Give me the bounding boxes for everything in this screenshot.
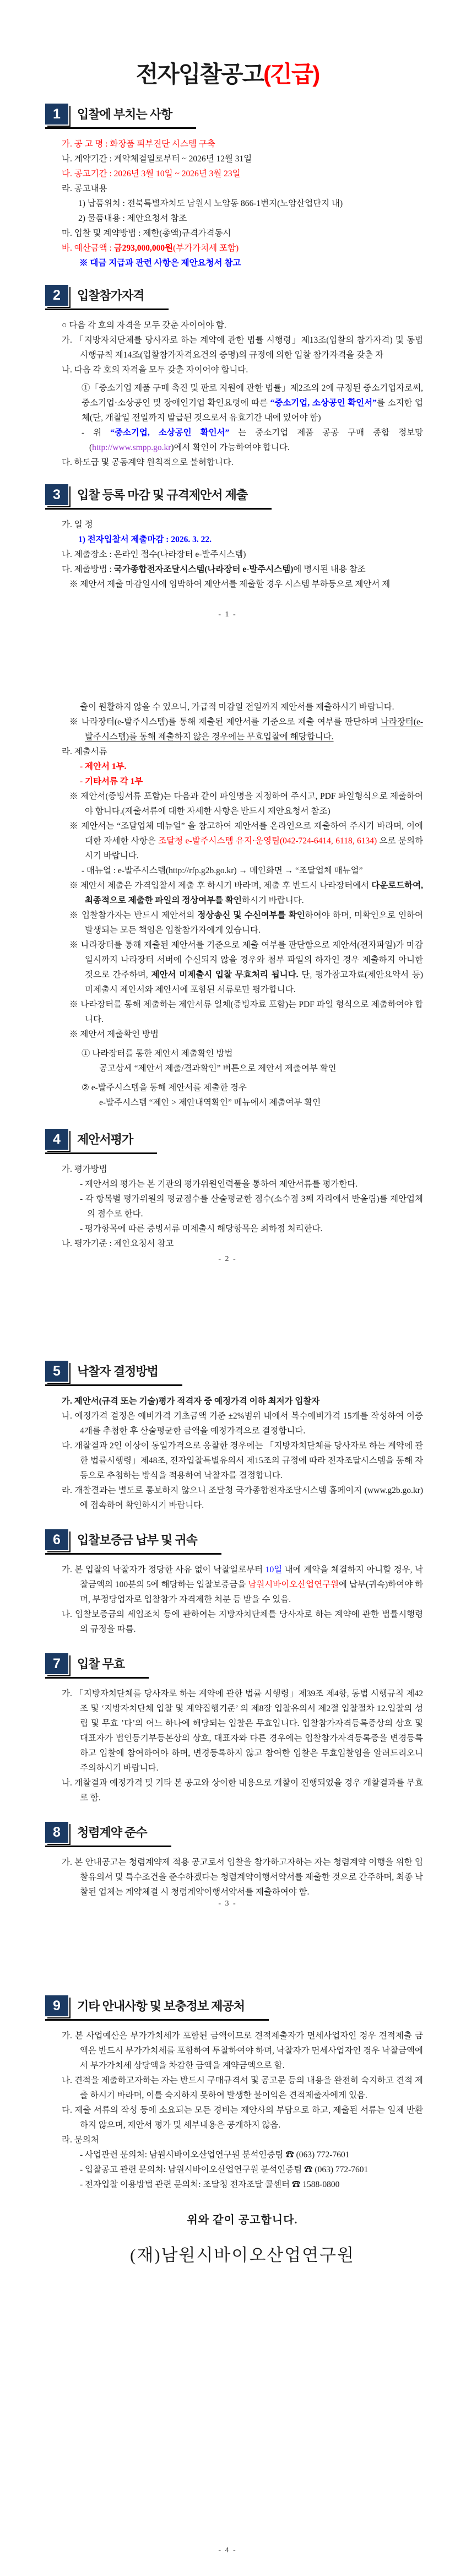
paragraph xyxy=(62,938,423,997)
paragraph xyxy=(62,1438,423,1483)
text-run: 하여야 하며, 미확인으로 인하여 발생되는 모든 책임은 입찰참가자에게 있습니다. xyxy=(85,911,423,935)
text-run: ※ 제안서 제출은 가격입찰서 제출 후 하시기 바라며, 제출 후 반드시 나라장터에서 xyxy=(69,881,372,890)
text-run: 나. 평가기준 : 제안요청서 참고 xyxy=(62,1239,174,1248)
text-run: 나. 예정가격 결정은 예비가격 기초금액 기준 ±2%범위 내에서 복수예비가격 15개를 작성하여 이중 4개를 추첨한 후 산술평균한 금액을 예정가격으로 결정합니다. xyxy=(62,1411,423,1436)
paragraph xyxy=(62,789,423,819)
text-run: 남원시바이오산업연구원 xyxy=(248,1580,339,1589)
paragraph xyxy=(62,1562,423,1607)
paragraph xyxy=(62,2103,423,2133)
section-header-2 xyxy=(45,285,423,310)
text-run: 으로 문의하시기 바랍니다. xyxy=(85,836,423,861)
paragraph xyxy=(62,1080,423,1095)
text-run: 에 납부(귀속)하여야 하며, 부정당업자로 입찰참가 자격제한 처분 등 받을 수 있음. xyxy=(80,1580,423,1604)
text-run: ※ 제안서 제출 마감일시에 임박하여 제안서를 제출할 경우 시스템 부하등으로 제안서 제 xyxy=(69,580,391,589)
text-run: 나. 다음 각 호의 자격을 모두 갖춘 자이어야 합니다. xyxy=(62,365,248,375)
paragraph xyxy=(62,2162,423,2177)
text-run: ○ 다음 각 호의 자격을 모두 갖춘 자이어야 함. xyxy=(62,321,226,330)
section-number-badge: 3 xyxy=(45,484,68,505)
text-run: 10일 xyxy=(265,1565,283,1574)
text-run: 다. 개찰결과 2인 이상이 동일가격으로 응찰한 경우에는 「지방자치단체를 당사자로 하는 계약에 관한 법률시행령」제48조, 전자입찰특별유의서 제15조의 규정에 따라 전자조달시스템을 통해 자동으로 추첨하는 방식을 적용하여 낙찰자를 결정합니다. xyxy=(62,1441,423,1480)
text-run: http://www.smpp.go.kr xyxy=(92,443,171,452)
section-header-9 xyxy=(45,1995,423,2021)
text-run: 출이 원활하지 않을 수 있으니, 가급적 마감일 전일까지 제안서를 제출하시기 바랍니다. xyxy=(80,702,394,712)
text-run: 가. 「지방자치단체를 당사자로 하는 계약에 관한 법률 시행령」제39조 제4항, 동법 시행규칙 제42조 및 ‘지방자치단체 입찰 및 계약집행기준’ 의 제8장 입찰유의서 제2절 입찰절차 12.입찰의 성립 및 무효 ’다’의 어느 하나에 해당되는 입찰은 무효입니다. 입찰참가자격등록증상의 상호 및 대표자가 법인등기부등본상의 상호, 대표자와 다른 경우에는 입찰참가자격등록증을 변경등록하고 입찰에 참여하여야 하며, 변경등록하지 않고 참여한 입찰은 무효입찰임을 알려드리오니 주의하시기 바랍니다. xyxy=(62,1689,423,1773)
paragraph xyxy=(62,1095,423,1110)
paragraph xyxy=(62,226,423,241)
text-run: ※ 나라장터를 통해 제출하는 제안서류 일체(증빙자료 포함)는 PDF 파일 형식으로 제출하여야 합니다. xyxy=(69,1000,423,1024)
section-header-rule xyxy=(45,1529,221,1555)
section-header-rule xyxy=(45,1129,157,1154)
paragraph xyxy=(62,1776,423,1805)
section-number-badge: 4 xyxy=(45,1129,68,1150)
text-run: - 입찰공고 관련 문의처: 남원시바이오산업연구원 분석인증팀 ☎ (063) 772-7601 xyxy=(80,2165,369,2174)
section-header-4 xyxy=(45,1129,423,1154)
page-2 xyxy=(0,645,455,1289)
paragraph xyxy=(62,196,423,211)
paragraph xyxy=(62,318,423,333)
page-3-content xyxy=(53,1361,423,1899)
text-run: 나. 입찰보증금의 세입조치 등에 관하여는 지방자치단체를 당사자로 하는 계약에 관한 법률시행령의 규정을 따름. xyxy=(62,1610,423,1634)
page-3 xyxy=(0,1289,455,1934)
text-run: 가. 평가방법 xyxy=(62,1165,107,1174)
paragraph xyxy=(62,1686,423,1776)
text-run: 1) 납품위치 : 전북특별자치도 남원시 노암동 866-1번지(노암산업단지 내) xyxy=(78,199,343,208)
section-header-rule xyxy=(45,484,272,510)
paragraph xyxy=(62,1394,423,1409)
section-number-badge: 7 xyxy=(45,1653,68,1674)
paragraph xyxy=(62,151,423,166)
text-run: 다. 공고기간 : 2026년 3월 10일 ~ 2026년 3월 23일 xyxy=(62,169,241,178)
page-number: - 3 - xyxy=(218,1899,237,1908)
text-run: - 제안서의 평가는 본 기관의 평가위원인력풀을 통하여 제안서류를 평가한다. xyxy=(80,1179,358,1189)
paragraph xyxy=(62,1236,423,1251)
text-run: 나. 개찰결과 예정가격 및 기타 본 공고와 상이한 내용으로 개찰이 진행되었을 경우 개찰결과를 무효로 함. xyxy=(62,1778,423,1803)
section-number-badge: 1 xyxy=(45,104,68,125)
page-number: - 2 - xyxy=(218,1255,237,1263)
section-header-5 xyxy=(45,1361,423,1386)
text-run: “중소기업, 소상공인 확인서” xyxy=(270,398,377,408)
section-title: 입찰에 부치는 사항 xyxy=(77,107,172,121)
text-run: 금293,000,000원 xyxy=(113,243,174,253)
paragraph xyxy=(62,532,423,547)
paragraph xyxy=(62,2073,423,2103)
text-run: 정상송신 및 수신여부를 확인 xyxy=(197,911,305,920)
text-run: - 평가항목에 따른 증빙서류 미제출시 해당항목은 최하점 처리한다. xyxy=(80,1224,323,1233)
text-run: 는 중소기업 제품 공공 구매 종합 정보망 ( xyxy=(89,428,423,452)
page-2-content xyxy=(53,700,423,1251)
section-number-badge: 9 xyxy=(45,1995,68,2016)
section-title: 낙찰자 결정방법 xyxy=(77,1365,158,1378)
paragraph xyxy=(62,333,423,362)
section-header-8 xyxy=(45,1822,423,1847)
section-header-rule xyxy=(45,285,169,310)
text-run: - 제안서 1부. xyxy=(80,762,127,771)
section-header-rule xyxy=(45,104,196,129)
text-run: - 전자입찰 이용방법 관련 문의처: 조달청 전자조달 콜센터 ☎ 1588-0800 xyxy=(80,2180,340,2189)
section-title: 입찰참가자격 xyxy=(77,289,144,302)
text-run: 나. 계약기간 : 계약체결일로부터 ~ 2026년 12월 31일 xyxy=(62,154,252,164)
section-header-6 xyxy=(45,1529,423,1555)
page-1-content xyxy=(53,104,423,592)
paragraph xyxy=(62,1177,423,1192)
text-run: 가. 본 안내공고는 청렴계약제 적용 공고로서 입찰을 참가하고자하는 자는 청렴계약 이행을 위한 입찰유의서 및 특수조건을 준수하겠다는 청렴계약이행서약서를 제출한 것으로 간주하며, 최종 낙찰된 업체는 계약체결 시 청렴계약이행서약서를 제출하여야 함. xyxy=(62,1858,423,1897)
text-run: 다운로드하여, 최종적으로 제출한 파일의 정상여부를 확인 xyxy=(85,881,423,905)
text-run: ※ 제안서(증빙서류 포함)는 다음과 같이 파일명을 지정하여 주시고, PDF 파일형식으로 제출하여야 합니다.(제출서류에 대한 자세한 사항은 반드시 제안요청서 참조) xyxy=(69,792,423,816)
text-run: 제안서 미제출시 입찰 무효처리 됩니다. xyxy=(151,970,299,979)
paragraph xyxy=(62,1221,423,1236)
text-run: 가. 본 사업예산은 부가가치세가 포함된 금액이므로 견적제출자가 면세사업자인 경우 견적제출 금액은 반드시 부가가치세를 포함하여 투찰하여야 하며, 낙찰자가 면세사업자인 경우 낙찰금액에서 부가가치세 상당액을 차감한 금액을 계약금액으로 함. xyxy=(62,2031,423,2070)
section-title: 입찰 등록 마감 및 규격제안서 제출 xyxy=(77,488,248,502)
section-number-badge: 2 xyxy=(45,285,68,306)
section-header-3 xyxy=(45,484,423,510)
text-run: - 기타서류 각 1부 xyxy=(80,777,143,786)
text-run: ※ 나라장터(e-발주시스템)를 통해 제출된 제안서를 기준으로 제출 여부를 판단하며 xyxy=(69,717,381,727)
text-run: 하시기 바랍니다. xyxy=(242,896,304,905)
text-run: 내에 계약을 체결하지 아니할 경우, 낙찰금액의 100분의 5에 해당하는 입찰보증금을 xyxy=(80,1565,423,1589)
paragraph xyxy=(62,381,423,425)
section-header-rule xyxy=(45,1995,269,2021)
text-run: 다. 제출 서류의 작성 등에 소요되는 모든 경비는 제안사의 부담으로 하고, 제출된 서류는 일체 반환하지 않으며, 제안서 평가 및 세부내용은 공개하지 않음. xyxy=(62,2106,423,2130)
text-run: 라. 개찰결과는 별도로 통보하지 않으니 조달청 국가종합전자조달시스템 홈페이지 (www.g2b.go.kr)에 접속하여 확인하시기 바랍니다. xyxy=(62,1486,423,1510)
paragraph xyxy=(62,256,423,270)
text-run: 나라장터(e-발주시스템)를 통해 제출하지 않은 경우에는 무효입찰에 해당합니다. xyxy=(85,717,423,742)
text-run: 조달청 e-발주시스템 유지·운영팀(042-724-6414, 6118, 6134) xyxy=(158,836,377,846)
section-title: 제안서평가 xyxy=(77,1133,133,1146)
paragraph xyxy=(62,562,423,577)
paragraph xyxy=(62,1855,423,1899)
text-run: 2) 물품내용 : 제안요청서 참조 xyxy=(78,214,187,223)
section-number-badge: 8 xyxy=(45,1822,68,1843)
document-title xyxy=(0,62,455,87)
paragraph xyxy=(62,577,423,592)
paragraph xyxy=(62,908,423,938)
document-title-urgent: (긴급) xyxy=(263,61,319,87)
page-1 xyxy=(0,0,455,645)
text-run: 라. 제출서류 xyxy=(62,747,107,756)
paragraph xyxy=(62,211,423,226)
org-name: (재)남원시바이오산업연구원 xyxy=(130,2245,355,2265)
section-title: 청렴계약 준수 xyxy=(77,1826,147,1839)
text-run: ※ 입찰참가자는 반드시 제안서의 xyxy=(69,911,198,920)
paragraph xyxy=(62,774,423,789)
paragraph xyxy=(62,166,423,181)
page-4-content xyxy=(53,1995,423,2266)
paragraph xyxy=(62,2133,423,2147)
paragraph xyxy=(62,715,423,744)
text-run: 가. 공 고 명 : 화장품 피부진단 시스템 구축 xyxy=(62,139,215,149)
paragraph xyxy=(62,137,423,151)
text-run: - 사업관련 문의처: 남원시바이오산업연구원 분석인증팀 ☎ (063) 772-7601 xyxy=(80,2150,350,2160)
text-run: 국가종합전자조달시스템(나라장터 e-발주시스템) xyxy=(113,565,294,574)
paragraph xyxy=(62,2028,423,2073)
text-run: 공고상세 “제안서 제출/결과확인” 버튼으로 제안서 제출여부 확인 xyxy=(99,1064,337,1073)
document-title-main: 전자입찰공고 xyxy=(136,61,264,87)
paragraph xyxy=(62,2147,423,2162)
text-run: 에 명시된 내용 참조 xyxy=(293,565,366,574)
text-run: “중소기업, 소상공인 확인서” xyxy=(110,428,230,437)
text-run: 가. 일 정 xyxy=(62,520,93,529)
section-header-rule xyxy=(45,1653,149,1679)
paragraph xyxy=(62,241,423,256)
paragraph xyxy=(62,1061,423,1076)
text-run: (부가가치세 포함) xyxy=(173,243,239,253)
section-header-1 xyxy=(45,104,423,129)
text-run: 가. 제안서(규격 또는 기술)평가 적격자 중 예정가격 이하 최저가 입찰자 xyxy=(62,1397,320,1406)
text-run: ※ 나라장터를 통해 제출된 제안서를 기준으로 제출 여부를 판단함으로 제안서(전자파일)가 마감일시까지 나라장터 서버에 수신되지 않을 경우와 첨부 파일의 하자인 경우 제출하지 아니한 것으로 간주하며, xyxy=(69,940,423,979)
text-run: ※ 대금 지급과 관련 사항은 제안요청서 참고 xyxy=(79,258,241,268)
paragraph xyxy=(62,181,423,196)
page-number: - 1 - xyxy=(218,610,237,619)
paragraph xyxy=(62,878,423,908)
section-number-badge: 6 xyxy=(45,1529,68,1550)
text-run: - 각 항목별 평가위원의 평균점수를 산술평균한 점수(소수점 3째 자리에서 반올림)를 제안업체의 점수로 한다. xyxy=(80,1194,423,1219)
paragraph xyxy=(62,2177,423,2192)
text-run: )에서 확인이 가능하여야 합니다. xyxy=(171,443,290,452)
paragraph xyxy=(62,1027,423,1042)
paragraph xyxy=(62,863,423,878)
text-run: 라. 문의처 xyxy=(62,2135,99,2145)
text-run: 가. 「지방자치단체를 당사자로 하는 계약에 관한 법률 시행령」제13조(입찰의 참가자격) 및 동법 시행규칙 제14조(입찰참가자격요건의 증명)의 규정에 의한 입찰 참가자격을 갖춘 자 xyxy=(62,335,423,360)
paragraph xyxy=(62,997,423,1027)
text-run: 다. 하도급 및 공동계약 원칙적으로 불허합니다. xyxy=(62,458,234,467)
text-run: 나. 제출장소 : 온라인 접수(나라장터 e-발주시스템) xyxy=(62,550,246,559)
paragraph xyxy=(62,1607,423,1637)
paragraph xyxy=(62,744,423,759)
paragraph xyxy=(62,759,423,774)
text-run: 를 소지한 업체(단, 개찰일 전일까지 발급된 것으로서 유효기간 내에 있어야 함) xyxy=(82,398,423,423)
text-run: 마. 입찰 및 계약방법 : 제한(총액)규격가격동시 xyxy=(62,229,231,238)
text-run: ※ 제안서는 “조달업체 매뉴얼” 을 참고하여 제안서를 온라인으로 제출하여 주시기 바라며, 이에 대한 자세한 사항은 xyxy=(69,821,423,846)
paragraph xyxy=(62,1192,423,1221)
page-4 xyxy=(0,1934,455,2576)
text-run: 1) 전자입찰서 제출마감 : 2026. 3. 22. xyxy=(78,535,212,544)
text-run: 가. 본 입찰의 낙찰자가 정당한 사유 없이 낙찰일로부터 xyxy=(62,1565,266,1574)
paragraph xyxy=(62,1162,423,1177)
paragraph xyxy=(62,455,423,470)
text-run: 바. 예산금액 : xyxy=(62,243,114,253)
section-header-rule xyxy=(45,1361,182,1386)
text-run: ① 나라장터를 통한 제안서 제출확인 방법 xyxy=(82,1049,233,1058)
section-title: 입찰보증금 납부 및 귀속 xyxy=(77,1533,197,1547)
section-title: 기타 안내사항 및 보충정보 제공처 xyxy=(77,1999,245,2013)
text-run: e-발주시스템 “제안 > 제안내역확인” 메뉴에서 제출여부 확인 xyxy=(99,1098,321,1107)
paragraph xyxy=(62,362,423,377)
paragraph xyxy=(62,819,423,863)
section-header-7 xyxy=(45,1653,423,1679)
text-run: 다. 제출방법 : xyxy=(62,565,114,574)
text-run: ※ 제안서 제출확인 방법 xyxy=(69,1030,159,1039)
paragraph xyxy=(62,1046,423,1061)
paragraph xyxy=(62,700,423,715)
paragraph xyxy=(62,547,423,562)
text-run: - 위 xyxy=(82,428,111,437)
paragraph xyxy=(62,1483,423,1513)
text-run: 라. 공고내용 xyxy=(62,184,107,193)
text-run: 단, 평가참고자료(제안요약서 등) 미제출시 제안서와 제안서에 포함된 서류로만 평가합니다. xyxy=(85,970,423,994)
closing-statement: 위와 같이 공고합니다. xyxy=(187,2214,298,2226)
paragraph xyxy=(62,1409,423,1438)
text-run: - 매뉴얼 : e-발주시스템(http://rfp.g2b.go.kr) → 메인화면 → “조달업체 매뉴얼” xyxy=(82,866,363,875)
paragraph xyxy=(62,517,423,532)
page-number: - 4 - xyxy=(218,2546,237,2555)
section-header-rule xyxy=(45,1822,171,1847)
text-run: ② e-발주시스템을 통해 제안서를 제출한 경우 xyxy=(82,1083,247,1092)
section-title: 입찰 무효 xyxy=(77,1657,125,1671)
text-run: 나. 견적을 제출하고자하는 자는 반드시 구매규격서 및 공고문 등의 내용을 완전히 숙지하고 견적 제출 하시기 바라며, 이를 숙지하지 못하여 발생한 불이익은 견적제출자에게 있음. xyxy=(62,2076,423,2100)
paragraph xyxy=(62,425,423,455)
text-run: ①「중소기업 제품 구매 촉진 및 판로 지원에 관한 법률」제2조의 2에 규정된 중소기업자로써, 중소기업·소상공인 및 장애인기업 확인요령에 따른 xyxy=(82,383,423,408)
section-number-badge: 5 xyxy=(45,1361,68,1382)
